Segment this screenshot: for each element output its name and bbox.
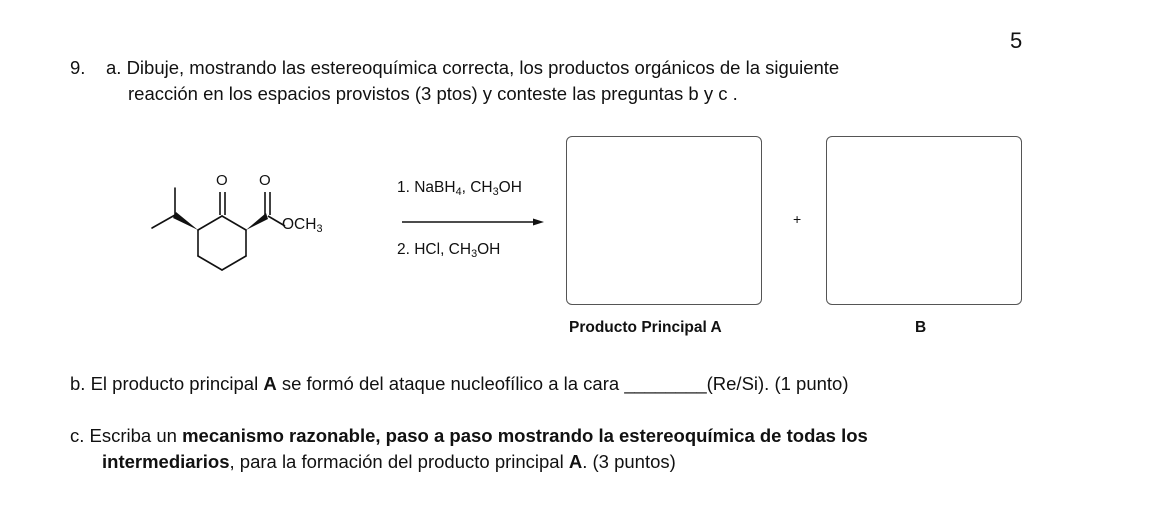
question-number: 9.	[70, 57, 86, 78]
ketone-oxygen-label: O	[216, 172, 228, 189]
reagent-step-1: 1. NaBH$_4$, $CH_3OH$	[397, 179, 522, 198]
plus-sign: +	[793, 211, 802, 227]
question-b: b. El producto principal A se formó del ataque nucleofílico a la cara ________(Re/Si). (1 punto)	[70, 373, 849, 394]
reagent-step-2: 2. HCl, $CH_3OH$	[397, 241, 501, 260]
product-b-answer-box[interactable]	[826, 136, 1022, 305]
question-9-line-2: reacción en los espacios provistos (3 ptos) y conteste las preguntas b y c .	[128, 83, 738, 104]
product-a-label: Producto Principal A	[569, 319, 722, 336]
methoxy-label: $OCH_3$	[282, 216, 323, 235]
product-a-answer-box[interactable]	[566, 136, 762, 305]
answer-blank[interactable]: ________	[624, 373, 707, 394]
page-number: 5	[1010, 28, 1023, 53]
question-c-line-2: intermediarios, para la formación del producto principal A. (3 puntos)	[102, 451, 676, 472]
ester-oxygen-label: O	[259, 172, 271, 189]
question-c-line-1: c. Escriba un mecanismo razonable, paso a paso mostrando la estereoquímica de todas los	[70, 425, 868, 446]
question-9-text-1: a. Dibuje, mostrando las estereoquímica correcta, los productos orgánicos de la siguiente	[106, 57, 840, 78]
product-b-label: B	[915, 319, 927, 336]
